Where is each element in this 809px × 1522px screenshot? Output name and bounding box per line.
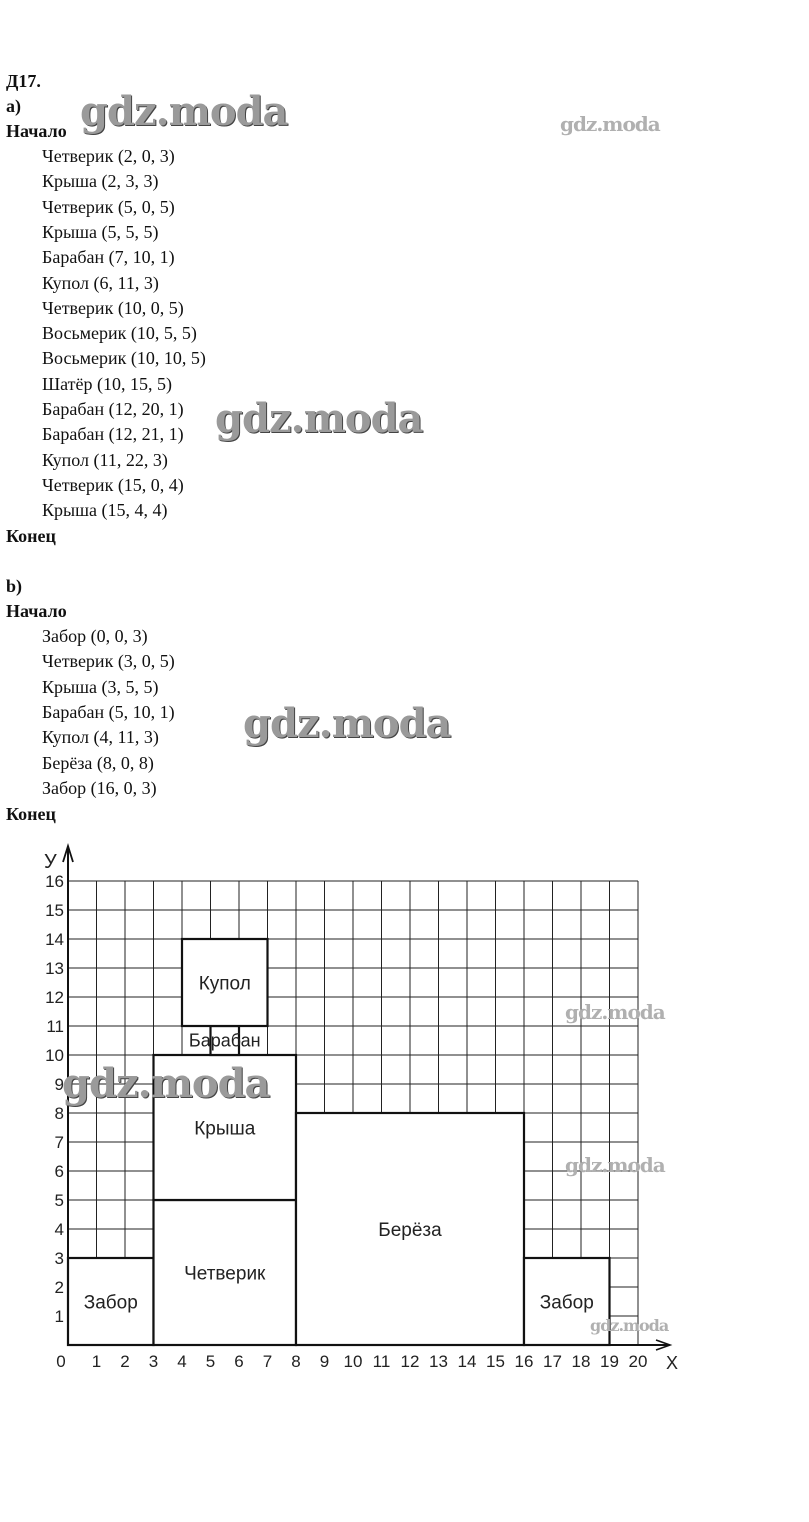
- x-tick-label: 7: [262, 1352, 273, 1371]
- watermark: gdz.moda: [62, 1060, 270, 1107]
- part-a-program-line: Крыша (2, 3, 3): [42, 171, 159, 192]
- y-tick-label: 2: [54, 1278, 64, 1297]
- x-tick-label: 0: [56, 1352, 66, 1371]
- x-tick-label: 15: [486, 1352, 505, 1371]
- x-tick-label: 3: [148, 1352, 159, 1371]
- part-b-start: Начало: [6, 601, 67, 621]
- part-a-program-line: Купол (6, 11, 3): [42, 272, 159, 293]
- part-a-program-line: Восьмерик (10, 5, 5): [42, 323, 197, 344]
- shape-label: Барабан: [188, 1030, 261, 1051]
- x-tick-label: 13: [429, 1352, 448, 1371]
- part-b-program-line: Купол (4, 11, 3): [42, 727, 159, 748]
- watermark: gdz.moda: [565, 1153, 665, 1177]
- part-a-program-line: Четверик (2, 0, 3): [42, 146, 175, 166]
- x-tick-label: 9: [319, 1352, 330, 1371]
- shape-label: Купол: [198, 973, 251, 995]
- x-tick-label: 8: [291, 1352, 301, 1371]
- part-a-program-line: Восьмерик (10, 10, 5): [42, 348, 206, 369]
- part-a-program-line: Четверик (10, 0, 5): [42, 297, 184, 318]
- watermark: gdz.moda: [590, 1316, 669, 1335]
- house-diagram: [0, 840, 700, 1380]
- part-b-program-line: Крыша (3, 5, 5): [42, 676, 159, 697]
- part-b-label: b): [6, 576, 23, 596]
- part-b-program-line: Барабан (5, 10, 1): [42, 701, 175, 722]
- y-tick-label: 15: [45, 901, 64, 920]
- part-a-program-line: Шатёр (10, 15, 5): [42, 373, 173, 394]
- x-tick-label: 12: [400, 1352, 420, 1371]
- y-axis-label: У: [44, 851, 57, 873]
- part-a-program-line: Четверик (15, 0, 4): [42, 474, 184, 495]
- y-tick-label: 4: [54, 1220, 64, 1239]
- part-b-program-line: Забор (0, 0, 3): [42, 626, 148, 646]
- watermark: gdz.moda: [560, 112, 660, 136]
- y-tick-label: 14: [45, 930, 64, 949]
- watermark: gdz.moda: [243, 700, 451, 747]
- x-tick-label: 16: [514, 1352, 534, 1371]
- y-tick-label: 10: [45, 1046, 64, 1065]
- x-tick-label: 2: [120, 1352, 130, 1371]
- y-tick-label: 3: [54, 1249, 64, 1268]
- y-tick-label: 1: [54, 1307, 64, 1326]
- x-tick-label: 11: [372, 1352, 391, 1371]
- part-a-label: a): [6, 96, 21, 116]
- y-tick-label: 12: [45, 988, 64, 1007]
- x-tick-label: 20: [628, 1352, 648, 1371]
- x-tick-label: 19: [600, 1352, 619, 1371]
- shape-label: Забор: [83, 1292, 138, 1314]
- x-tick-label: 6: [234, 1352, 244, 1371]
- watermark: gdz.moda: [565, 1000, 665, 1024]
- part-a-start: Начало: [6, 121, 67, 141]
- y-tick-label: 16: [45, 872, 64, 891]
- part-b-program-line: Четверик (3, 0, 5): [42, 651, 175, 672]
- part-a-program-line: Барабан (12, 20, 1): [42, 399, 184, 419]
- watermark: gdz.moda: [80, 88, 288, 135]
- part-b-program-line: Забор (16, 0, 3): [42, 777, 157, 798]
- shape-label: Четверик: [184, 1263, 266, 1285]
- y-tick-label: 6: [54, 1162, 64, 1181]
- x-tick-label: 17: [543, 1352, 562, 1371]
- y-tick-label: 7: [54, 1133, 64, 1152]
- exercise-title: Д17.: [6, 71, 41, 91]
- y-tick-label: 9: [54, 1075, 64, 1094]
- shape-label: Крыша: [194, 1118, 256, 1140]
- y-tick-label: 8: [54, 1104, 64, 1123]
- watermark: gdz.moda: [215, 395, 423, 442]
- x-tick-label: 5: [205, 1352, 216, 1371]
- x-tick-label: 14: [457, 1352, 477, 1371]
- part-a-program-line: Четверик (5, 0, 5): [42, 196, 175, 217]
- shape-label: Берёза: [378, 1220, 442, 1241]
- part-a-program-line: Барабан (12, 21, 1): [42, 424, 184, 445]
- part-b-program-line: Берёза (8, 0, 8): [42, 752, 154, 773]
- y-tick-label: 13: [45, 959, 64, 978]
- x-tick-label: 1: [91, 1352, 102, 1371]
- x-tick-label: 10: [343, 1352, 363, 1371]
- part-a-program-line: Крыша (5, 5, 5): [42, 221, 159, 242]
- part-a-program-line: Купол (11, 22, 3): [42, 449, 168, 470]
- shape-label: Забор: [539, 1292, 594, 1314]
- part-a-program-line: Барабан (7, 10, 1): [42, 247, 175, 268]
- x-axis-label: X: [666, 1353, 679, 1373]
- y-tick-label: 11: [46, 1017, 64, 1036]
- part-a-program-line: Крыша (15, 4, 4): [42, 500, 168, 521]
- x-tick-label: 4: [177, 1352, 187, 1371]
- y-tick-label: 5: [54, 1191, 64, 1210]
- x-tick-label: 18: [571, 1352, 591, 1371]
- part-b-end: Конец: [6, 804, 56, 824]
- part-a-end: Конец: [6, 526, 56, 546]
